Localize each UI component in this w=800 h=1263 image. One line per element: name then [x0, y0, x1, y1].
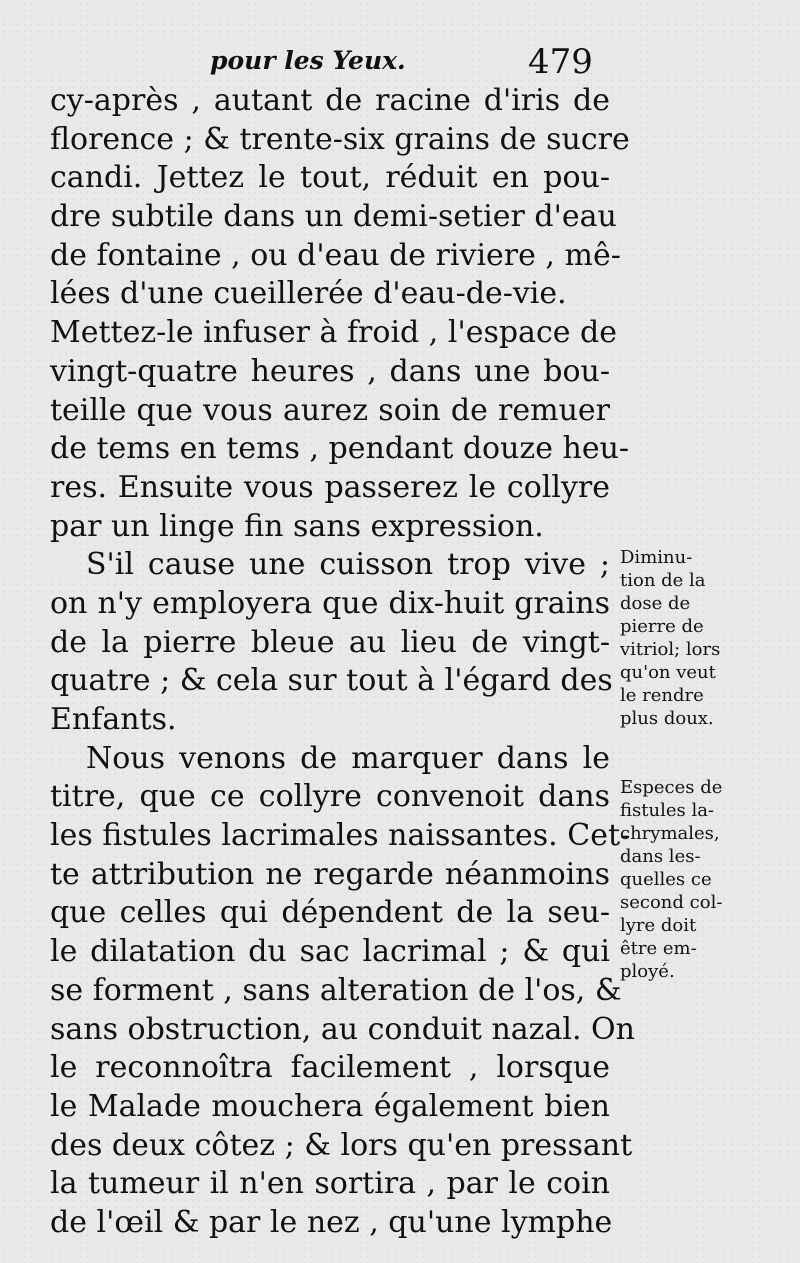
margin-note-line: lyre doit	[620, 915, 697, 936]
text-line: on n'y employera que dix-huit grains	[50, 585, 610, 621]
margin-note-line: le rendre	[620, 685, 704, 706]
text-line: candi. Jettez le tout, réduit en pou-	[50, 160, 610, 196]
margin-note-line: tion de la	[620, 570, 706, 591]
text-line: de tems en tems , pendant douze heu-	[50, 431, 630, 467]
text-line: Nous venons de marquer dans le	[86, 740, 610, 776]
margin-note-line: quelles ce	[620, 869, 712, 890]
text-line: te attribution ne regarde néanmoins	[50, 856, 610, 892]
text-line: le reconnoîtra facilement , lorsque	[50, 1050, 610, 1086]
margin-note-line: chrymales,	[620, 823, 720, 844]
margin-note	[620, 776, 798, 983]
text-line: Enfants.	[50, 702, 177, 737]
text-line: par un linge fin sans expression.	[50, 508, 544, 544]
text-line: quatre ; & cela sur tout à l'égard des	[50, 663, 613, 699]
text-line: de fontaine , ou d'eau de riviere , mê-	[50, 237, 621, 273]
text-line: des deux côtez ; & lors qu'en pressant	[50, 1127, 633, 1163]
text-line: teille que vous aurez soin de remuer	[50, 392, 610, 428]
text-line: les fistules lacrimales naissantes. Cet-	[50, 818, 631, 854]
margin-note-line: Diminu-	[620, 547, 693, 568]
text-line: cy-après , autant de racine d'iris de	[50, 83, 610, 118]
text-line: que celles qui dépendent de la seu-	[50, 895, 610, 931]
margin-note-line: vitriol; lors	[620, 639, 721, 660]
text-line: de l'œil & par le nez , qu'une lymphe	[50, 1204, 613, 1240]
margin-note-line: Especes de	[620, 777, 723, 798]
margin-note-line: dose de	[620, 593, 691, 614]
margin-note-line: être em-	[620, 938, 697, 959]
text-line: le Malade mouchera également bien	[50, 1088, 610, 1124]
text-line: lées d'une cueillerée d'eau-de-vie.	[50, 276, 567, 312]
margin-note-line: ployé.	[620, 961, 675, 982]
margin-note-line: qu'on veut	[620, 662, 716, 683]
margin-note	[620, 546, 798, 730]
text-line: la tumeur il n'en sortira , par le coin	[50, 1166, 610, 1202]
text-line: titre, que ce collyre convenoit dans	[50, 779, 610, 815]
running-title: pour les Yeux.	[210, 46, 406, 75]
text-line: Mettez-le infuser à froid , l'espace de	[50, 315, 617, 351]
text-line: dre subtile dans un demi-setier d'eau	[50, 199, 617, 235]
text-line: se forment , sans alteration de l'os, &	[50, 972, 622, 1008]
text-line: sans obstruction, au conduit nazal. On	[50, 1011, 635, 1047]
margin-note-line: pierre de	[620, 616, 704, 637]
page-number: 479	[528, 42, 593, 82]
text-line: res. Ensuite vous passerez le collyre	[50, 469, 610, 505]
text-line: vingt-quatre heures , dans une bou-	[50, 353, 610, 389]
text-line: florence ; & trente-six grains de sucre	[50, 121, 630, 157]
margin-notes	[620, 546, 798, 1029]
text-line: S'il cause une cuisson trop vive ;	[86, 547, 610, 583]
margin-note-line: dans les-	[620, 846, 701, 867]
body-text	[50, 82, 635, 1243]
margin-note-line: second col-	[620, 892, 723, 913]
text-line: de la pierre bleue au lieu de vingt-	[50, 624, 610, 660]
margin-note-line: plus doux.	[620, 708, 714, 729]
margin-note-line: fistules la-	[620, 800, 715, 821]
text-line: le dilatation du sac lacrimal ; & qui	[50, 934, 610, 970]
